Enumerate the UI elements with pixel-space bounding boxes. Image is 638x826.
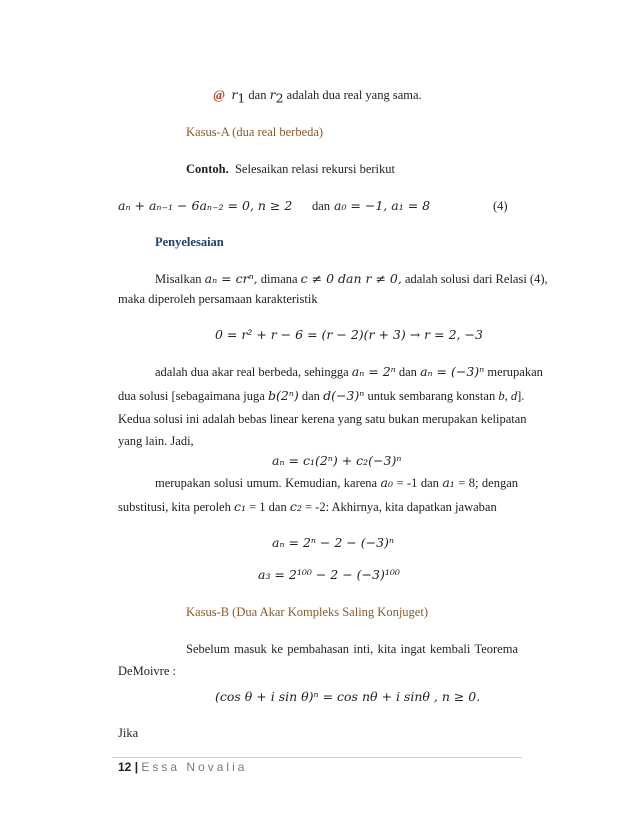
- contoh-label: Contoh.: [186, 162, 229, 176]
- para2-line3: Kedua solusi ini adalah bebas linear kerena yang satu bukan merupakan kelipatan: [118, 412, 527, 426]
- para1-line1: Misalkan aₙ = crⁿ, dimana c ≠ 0 dan r ≠ 0, adalah solusi dari Relasi (4),: [155, 271, 548, 286]
- penyelesaian-heading: Penyelesaian: [155, 235, 224, 249]
- contoh-line: Contoh. Selesaikan relasi rekursi berikut: [186, 162, 395, 176]
- general-solution: aₙ = c₁(2ⁿ) + c₂(−3)ⁿ: [272, 453, 402, 468]
- kasus-b-heading: Kasus-B (Dua Akar Kompleks Saling Konjuget): [186, 605, 428, 619]
- footer-author: Essa Novalia: [141, 760, 248, 774]
- para4-line1: Sebelum masuk ke pembahasan inti, kita ingat kembali Teorema: [186, 642, 518, 656]
- answer-equation-2: a₃ = 2¹⁰⁰ − 2 − (−3)¹⁰⁰: [258, 567, 400, 582]
- para1-line2: maka diperoleh persamaan karakteristik: [118, 292, 318, 306]
- para2-line4: yang lain. Jadi,: [118, 434, 194, 448]
- r2-symbol: r: [269, 87, 276, 102]
- equation-number: (4): [493, 199, 508, 213]
- para3-line2: substitusi, kita peroleh c₁ = 1 dan c₂ = -2: Akhirnya, kita dapatkan jawaban: [118, 499, 497, 514]
- footer-separator: |: [134, 760, 139, 774]
- jika-text: Jika: [118, 726, 139, 740]
- recurrence-equation: aₙ + aₙ₋₁ − 6aₙ₋₂ = 0, n ≥ 2: [118, 198, 293, 213]
- r1-symbol: r: [231, 87, 238, 102]
- bullet-line: @ $r_1$ dan $r_2$ adalah dua real yang sama.: [213, 87, 422, 106]
- para3-line1: merupakan solusi umum. Kemudian, karena a₀ = -1 dan a₁ = 8; dengan: [155, 475, 519, 490]
- para2-line2: dua solusi [sebagaimana juga b(2ⁿ) dan d(−3)ⁿ untuk sembarang konstan b, d].: [118, 388, 525, 403]
- page-footer: [118, 760, 247, 774]
- para4-line2: DeMoivre :: [118, 664, 176, 678]
- demoivre-equation: (cos θ + i sin θ)ⁿ = cos nθ + i sinθ , n ≥ 0.: [215, 689, 481, 704]
- characteristic-equation: 0 = r² + r − 6 = (r − 2)(r + 3) → r = 2, −3: [215, 327, 483, 342]
- answer-equation-1: aₙ = 2ⁿ − 2 − (−3)ⁿ: [272, 535, 394, 550]
- bullet-icon: @: [213, 87, 226, 102]
- kasus-a-heading: Kasus-A (dua real berbeda): [186, 125, 324, 139]
- initial-conditions: a₀ = −1, a₁ = 8: [334, 198, 431, 213]
- recurrence-dan: dan: [312, 199, 331, 213]
- page-number: 12: [118, 760, 132, 774]
- footer-divider: [112, 757, 522, 758]
- para2-line1: adalah dua akar real berbeda, sehingga aₙ = 2ⁿ dan aₙ = (−3)ⁿ merupakan: [155, 364, 543, 379]
